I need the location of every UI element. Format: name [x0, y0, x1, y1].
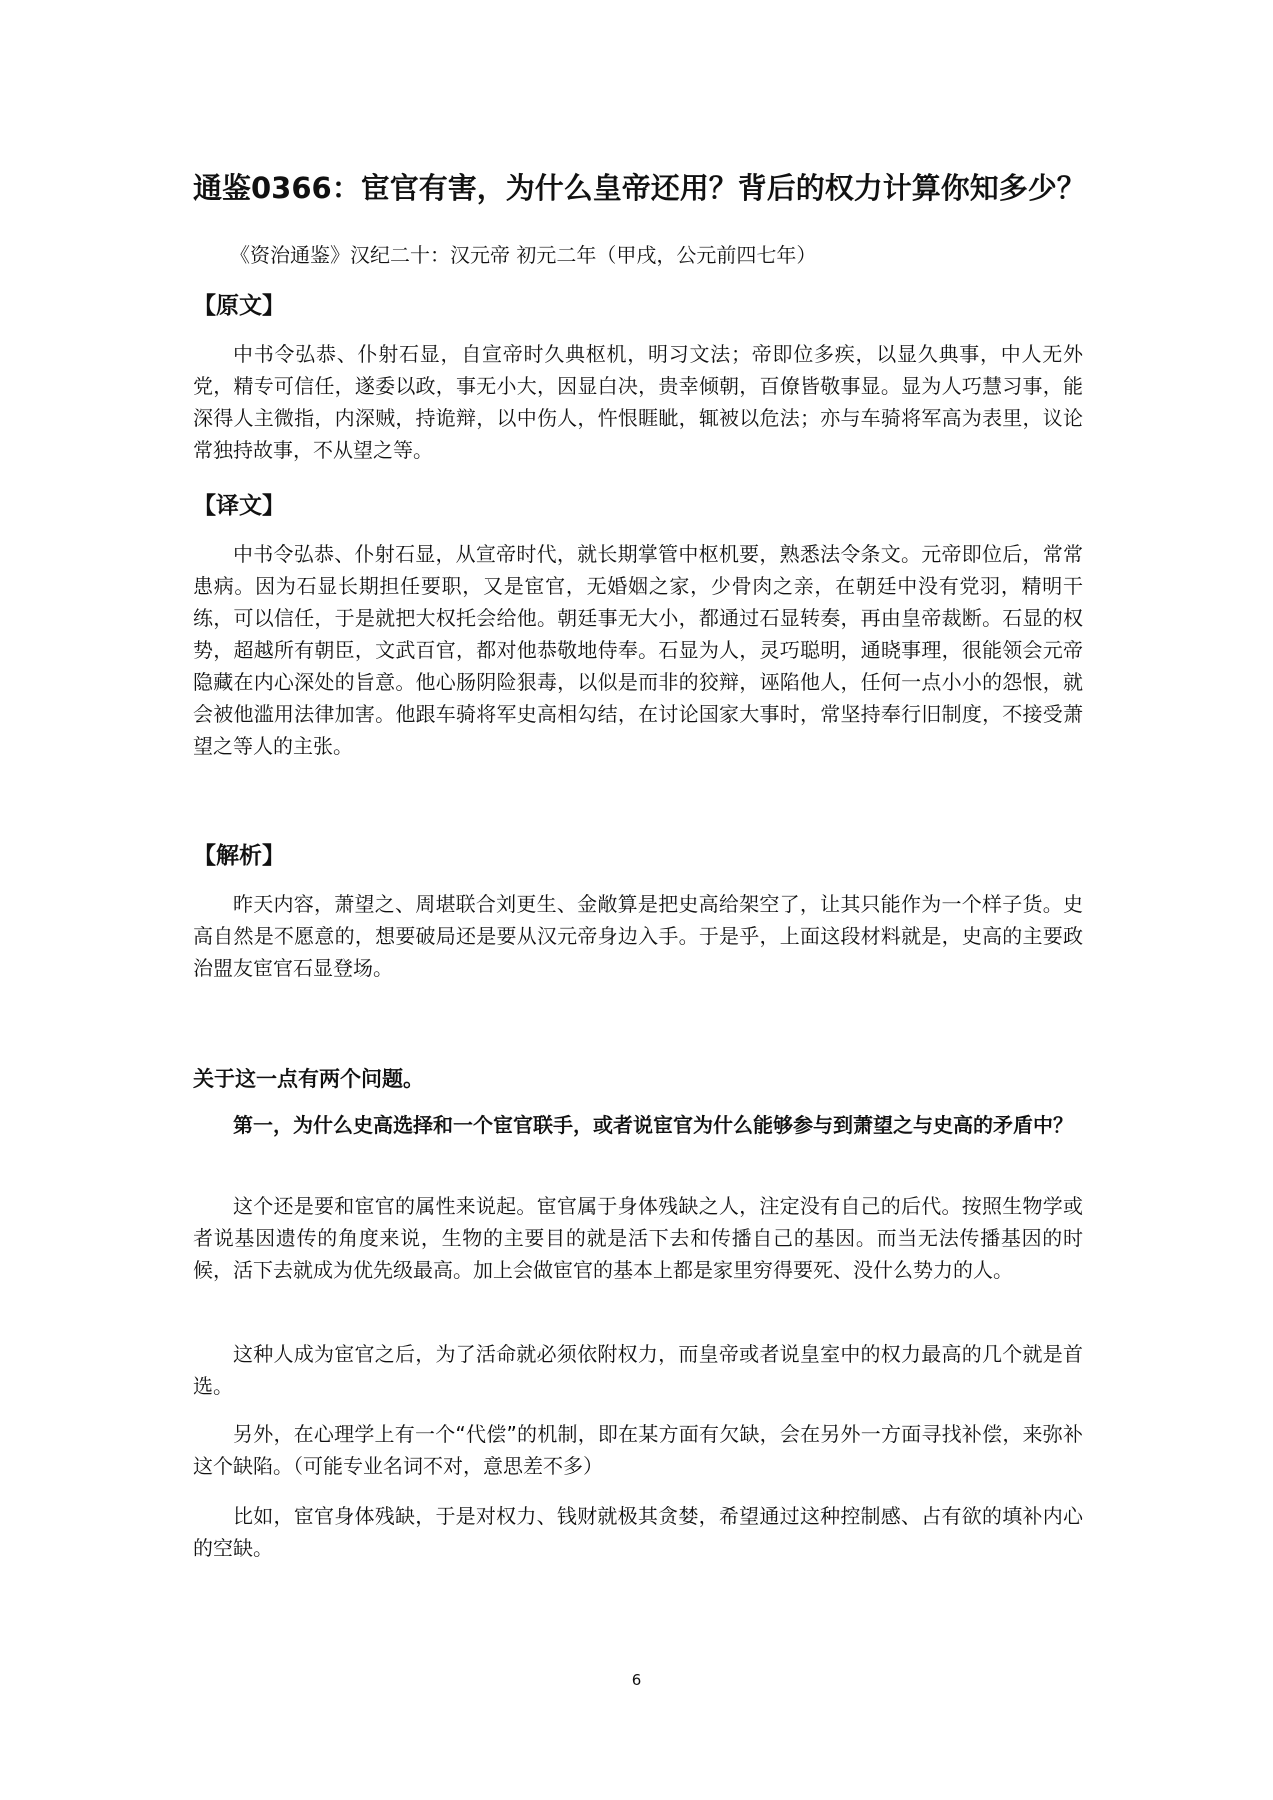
analysis-heading: 【解析】 [193, 843, 285, 869]
question-intro: 关于这一点有两个问题。 [193, 1067, 424, 1091]
source-subtitle: 《资治通鉴》汉纪二十：汉元帝 初元二年（甲戌，公元前四七年） [230, 243, 817, 267]
body-paragraph: 另外，在心理学上有一个“代偿”的机制，即在某方面有欠缺，会在另外一方面寻找补偿，来弥补这个缺陷。（可能专业名词不对，意思差不多） [193, 1422, 1083, 1478]
original-heading: 【原文】 [193, 293, 285, 319]
translation-text: 中书令弘恭、仆射石显，从宣帝时代，就长期掌管中枢机要，熟悉法令条文。元帝即位后，常常患病。因为石显长期担任要职，又是宦官，无婚姻之家，少骨肉之亲，在朝廷中没有党羽，精明干练，可以信任，于是就把大权托会给他。朝廷事无大小，都通过石显转奏，再由皇帝裁断。石显的权势，超越所有朝臣，文武百官，都对他恭敬地侍奉。石显为人，灵巧聪明，通晓事理，很能领会元帝隐藏在内心深处的旨意。他心肠阴险狠毒，以似是而非的狡辩，诬陷他人，任何一点小小的怨恨，就会被他滥用法律加害。他跟车骑将军史高相勾结，在讨论国家大事时，常坚持奉行旧制度，不接受萧望之等人的主张。 [193, 542, 1083, 758]
translation-heading: 【译文】 [193, 493, 285, 519]
body-paragraph: 这种人成为宦官之后，为了活命就必须依附权力，而皇帝或者说皇室中的权力最高的几个就是首选。 [193, 1342, 1083, 1398]
body-paragraph: 比如，宦官身体残缺，于是对权力、钱财就极其贪婪，希望通过这种控制感、占有欲的填补内心的空缺。 [193, 1504, 1083, 1560]
question-one: 第一，为什么史高选择和一个宦官联手，或者说宦官为什么能够参与到萧望之与史高的矛盾中？ [233, 1113, 1073, 1137]
original-text: 中书令弘恭、仆射石显，自宣帝时久典枢机，明习文法；帝即位多疾，以显久典事，中人无外党，精专可信任，遂委以政，事无小大，因显白决，贵幸倾朝，百僚皆敬事显。显为人巧慧习事，能深得人主微指，内深贼，持诡辩，以中伤人，忤恨睚眦，辄被以危法；亦与车骑将军高为表里，议论常独持故事，不从望之等。 [193, 342, 1083, 462]
page-title: 通鉴0366：宦官有害，为什么皇帝还用？背后的权力计算你知多少？ [193, 171, 1086, 205]
page-number: 6 [631, 1671, 642, 1689]
analysis-text: 昨天内容，萧望之、周堪联合刘更生、金敞算是把史高给架空了，让其只能作为一个样子货。史高自然是不愿意的，想要破局还是要从汉元帝身边入手。于是乎，上面这段材料就是，史高的主要政治盟友宦官石显登场。 [193, 892, 1083, 980]
body-paragraph: 这个还是要和宦官的属性来说起。宦官属于身体残缺之人，注定没有自己的后代。按照生物学或者说基因遗传的角度来说，生物的主要目的就是活下去和传播自己的基因。而当无法传播基因的时候，活下去就成为优先级最高。加上会做宦官的基本上都是家里穷得要死、没什么势力的人。 [193, 1194, 1083, 1282]
